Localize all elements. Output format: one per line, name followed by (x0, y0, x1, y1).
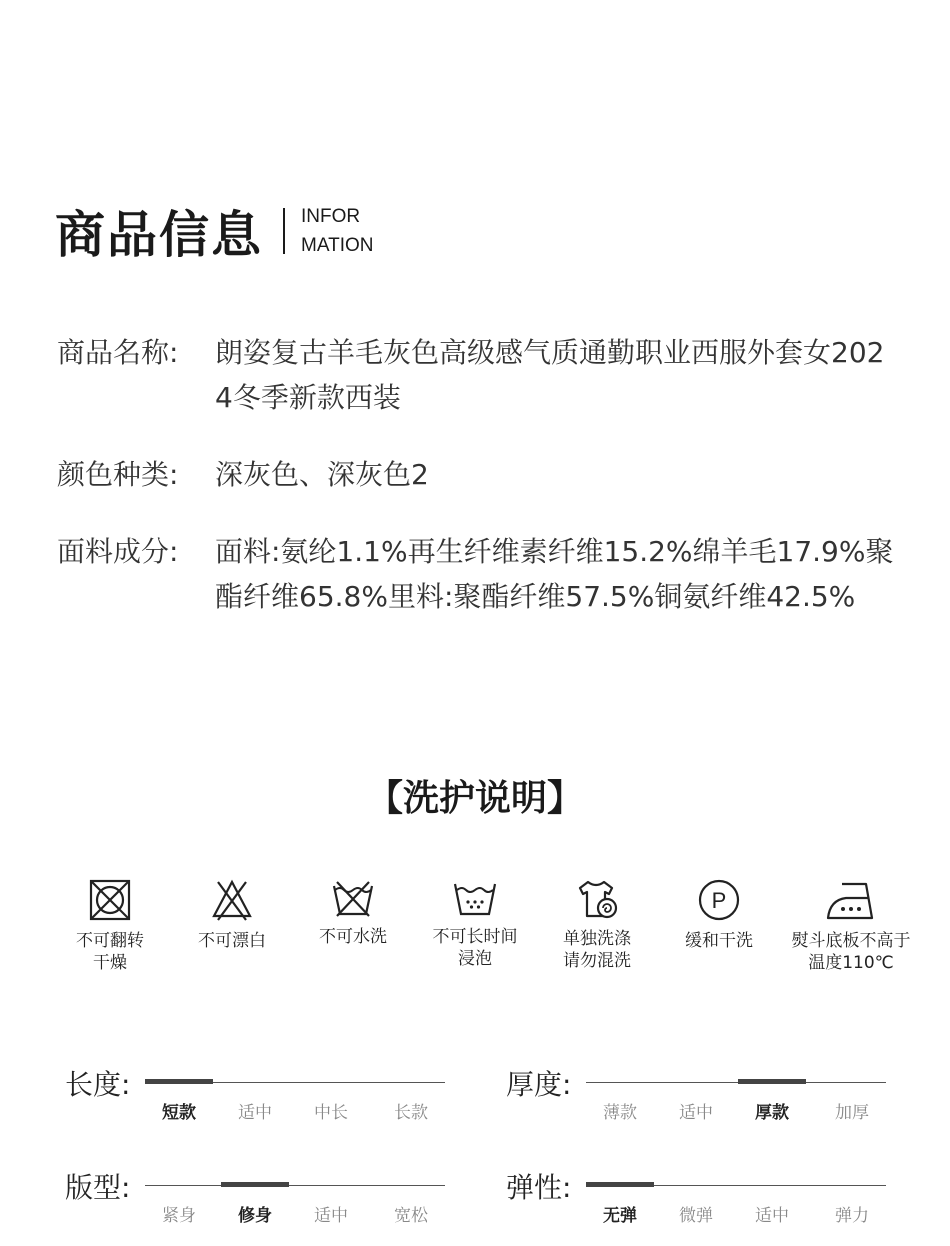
subtitle-line-2: MATION (301, 235, 374, 256)
care-title: 【洗护说明】 (366, 778, 583, 819)
scale-option: 长款 (394, 1103, 428, 1123)
no-tumble-dry-icon (88, 878, 132, 922)
care-item-no-wash (283, 878, 423, 948)
care-label: 不可漂白 (198, 931, 266, 951)
length-label: 长度: (65, 1068, 131, 1101)
fit-scale (65, 1166, 455, 1246)
scale-option: 适中 (238, 1103, 272, 1123)
scale-option: 微弹 (679, 1206, 713, 1226)
fabric-value: 面料:氨纶1.1%再生纤维素纤维15.2%绵羊毛17.9%聚酯纤维65.8%里料:聚酯纤维57.5%铜氨纤维42.5% (215, 535, 894, 613)
care-item-gentle-dry-clean (649, 878, 789, 952)
color-row (57, 452, 895, 497)
scale-option: 薄款 (603, 1103, 637, 1123)
section-subtitle (301, 202, 373, 260)
scale-option: 厚款 (755, 1103, 789, 1123)
fabric-row (57, 529, 895, 619)
wash-separately-icon (574, 878, 620, 920)
scale-indicator (738, 1079, 806, 1084)
iron-icon (824, 878, 878, 922)
no-wash-icon (331, 878, 375, 918)
scale-option: 短款 (162, 1103, 196, 1123)
care-item-iron (781, 878, 921, 974)
scale-indicator (586, 1182, 654, 1187)
section-header (55, 195, 373, 267)
scale-option: 无弹 (603, 1206, 637, 1226)
dry-clean-symbol: P (711, 888, 727, 913)
care-label: 不可水洗 (319, 927, 387, 947)
scale-indicator (145, 1079, 213, 1084)
scale-option: 加厚 (835, 1103, 869, 1123)
length-scale (65, 1063, 455, 1143)
scale-option: 适中 (679, 1103, 713, 1123)
care-item-no-bleach (162, 878, 302, 952)
care-label: 缓和干洗 (685, 931, 753, 951)
fit-label: 版型: (65, 1171, 131, 1204)
elasticity-label: 弹性: (506, 1171, 572, 1204)
scale-line (145, 1185, 445, 1186)
color-label: 颜色种类: (57, 458, 179, 491)
elasticity-scale (506, 1166, 896, 1246)
scale-option: 弹力 (835, 1206, 869, 1226)
scale-option: 适中 (314, 1206, 348, 1226)
fabric-label: 面料成分: (57, 535, 179, 568)
care-label: 熨斗底板不高于 温度110℃ (791, 931, 911, 973)
care-item-wash-separately (527, 878, 667, 972)
color-value: 深灰色、深灰色2 (215, 458, 429, 491)
care-item-no-soak (405, 878, 545, 970)
thickness-scale (506, 1063, 896, 1143)
product-name-value: 朗姿复古羊毛灰色高级感气质通勤职业西服外套女2024冬季新款西装 (215, 336, 885, 414)
care-label: 不可翻转 干燥 (76, 931, 144, 973)
care-item-no-tumble-dry (40, 878, 180, 974)
no-soak-icon (452, 878, 498, 918)
scale-option: 修身 (238, 1206, 272, 1226)
section-title: 商品信息 (55, 206, 263, 264)
scale-option: 宽松 (394, 1206, 428, 1226)
scale-option: 中长 (314, 1103, 348, 1123)
scale-option: 紧身 (162, 1206, 196, 1226)
scale-line (586, 1082, 886, 1083)
scale-option: 适中 (755, 1206, 789, 1226)
care-label: 单独洗涤 请勿混洗 (563, 929, 631, 971)
subtitle-line-1: INFOR (301, 206, 361, 227)
no-bleach-icon (210, 878, 254, 922)
thickness-label: 厚度: (506, 1068, 572, 1101)
gentle-dry-clean-icon (697, 878, 741, 922)
product-name-label: 商品名称: (57, 336, 179, 369)
product-name-row (57, 330, 895, 420)
care-label: 不可长时间 浸泡 (432, 927, 518, 969)
title-divider (283, 208, 285, 254)
scale-indicator (221, 1182, 289, 1187)
